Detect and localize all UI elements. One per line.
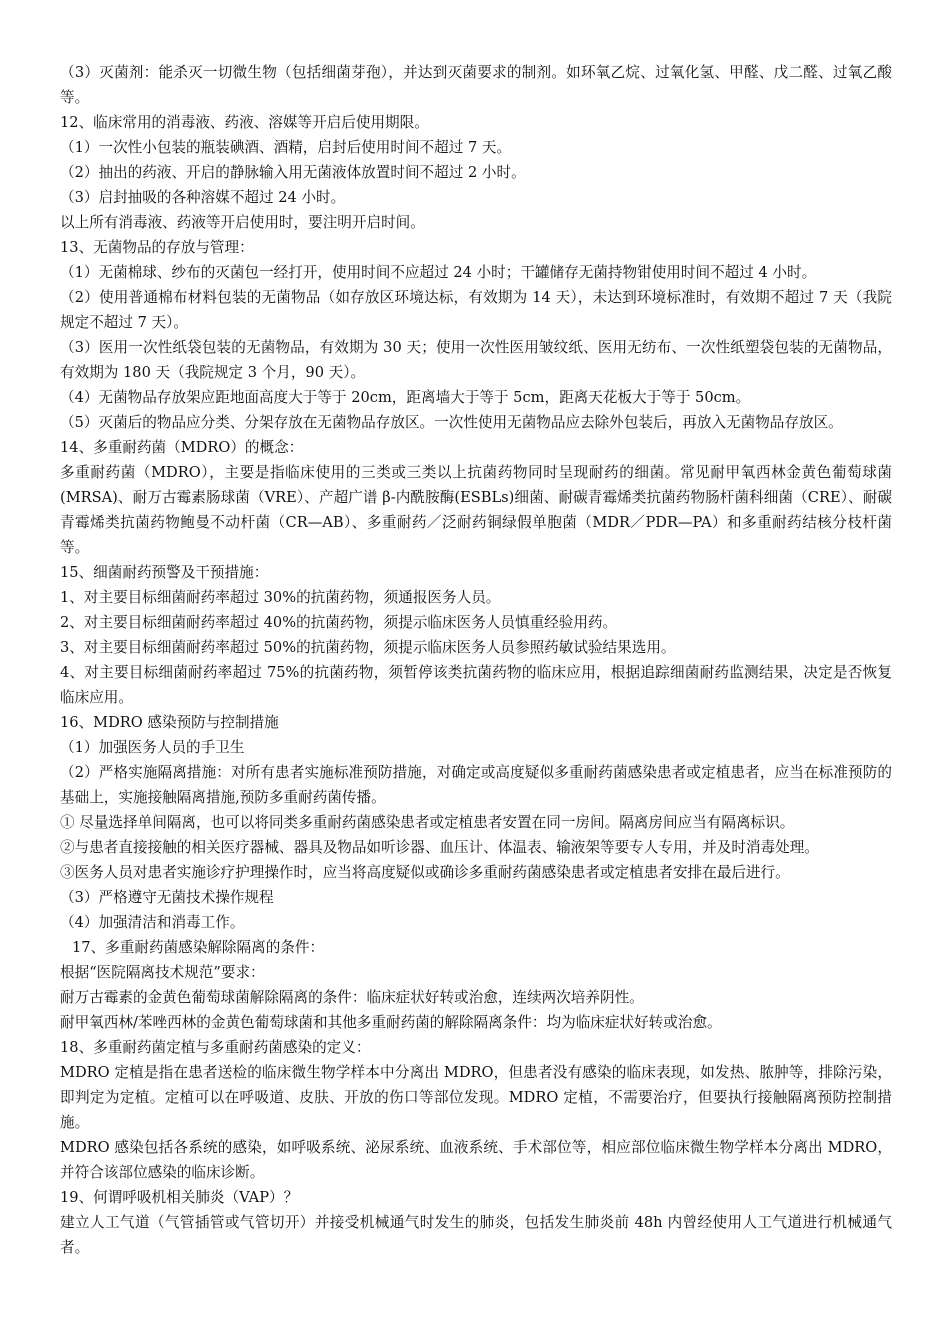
item-16-1: （1）加强医务人员的手卫生 bbox=[60, 739, 245, 756]
heading-19-vap: 19、何谓呼吸机相关肺炎（VAP）？ bbox=[60, 1189, 299, 1206]
item-13-5: （5）灭菌后的物品应分类、分架存放在无菌物品存放区。一次性使用无菌物品应去除外包装后，再放入无菌物品存放区。 bbox=[60, 414, 843, 431]
heading-13-sterile-storage: 13、无菌物品的存放与管理： bbox=[60, 239, 254, 256]
item-15-4: 4、对主要目标细菌耐药率超过 75%的抗菌药物，须暂停该类抗菌药物的临床应用，根据追踪细菌耐药监测结果，决定是否恢复临床应用。 bbox=[60, 664, 892, 706]
item-16-2-a: ① 尽量选择单间隔离，也可以将同类多重耐药菌感染患者或定植患者安置在同一房间。隔离房间应当有隔离标识。 bbox=[60, 814, 795, 831]
item-15-3: 3、对主要目标细菌耐药率超过 50%的抗菌药物，须提示临床医务人员参照药敏试验结果选用。 bbox=[60, 639, 676, 656]
paragraph-sterilant: （3）灭菌剂：能杀灭一切微生物（包括细菌芽孢），并达到灭菌要求的制剂。如环氧乙烷、过氧化氢、甲醛、戊二醛、过氧乙酸等。 bbox=[60, 64, 892, 106]
item-12-3: （3）启封抽吸的各种溶媒不超过 24 小时。 bbox=[60, 189, 346, 206]
heading-15-resistance-warning: 15、细菌耐药预警及干预措施： bbox=[60, 564, 269, 581]
item-16-2-b: ②与患者直接接触的相关医疗器械、器具及物品如听诊器、血压计、体温表、输液架等要专人专用，并及时消毒处理。 bbox=[60, 839, 819, 856]
item-13-4: （4）无菌物品存放架应距地面高度大于等于 20cm，距离墙大于等于 5cm，距离天花板大于等于 50cm。 bbox=[60, 389, 751, 406]
item-15-1: 1、对主要目标细菌耐药率超过 30%的抗菌药物，须通报医务人员。 bbox=[60, 589, 501, 606]
item-16-2-c: ③医务人员对患者实施诊疗护理操作时，应当将高度疑似或确诊多重耐药菌感染患者或定植患者安排在最后进行。 bbox=[60, 864, 790, 881]
paragraph-17-mrsa: 耐甲氧西林/苯唑西林的金黄色葡萄球菌和其他多重耐药菌的解除隔离条件：均为临床症状好转或治愈。 bbox=[60, 1014, 722, 1031]
heading-18-colonization-infection: 18、多重耐药菌定植与多重耐药菌感染的定义： bbox=[60, 1039, 371, 1056]
item-13-2: （2）使用普通棉布材料包装的无菌物品（如存放区环境达标，有效期为 14 天），未达到环境标准时，有效期不超过 7 天（我院规定不超过 7 天）。 bbox=[60, 289, 892, 331]
paragraph-14-mdro-definition: 多重耐药菌（MDRO），主要是指临床使用的三类或三类以上抗菌药物同时呈现耐药的细菌。常见耐甲氧西林金黄色葡萄球菌(MRSA)、耐万古霉素肠球菌（VRE）、产超广谱 β-内酰胺酶(ESBLs)细菌、耐碳青霉烯类抗菌药物肠杆菌科细菌（CRE）、耐碳青霉烯类抗菌药物鲍曼不动杆菌（CR—AB）、多重耐药／泛耐药铜绿假单胞菌（MDR／PDR—PA）和多重耐药结核分枝杆菌等。 bbox=[60, 464, 892, 556]
item-16-2: （2）严格实施隔离措施：对所有患者实施标准预防措施，对确定或高度疑似多重耐药菌感染患者或定植患者，应当在标准预防的基础上，实施接触隔离措施,预防多重耐药菌传播。 bbox=[60, 764, 892, 806]
item-16-3: （3）严格遵守无菌技术操作规程 bbox=[60, 889, 274, 906]
heading-16-mdro-prevention: 16、MDRO 感染预防与控制措施 bbox=[60, 714, 279, 731]
note-12: 以上所有消毒液、药液等开启使用时，要注明开启时间。 bbox=[60, 214, 425, 231]
item-15-2: 2、对主要目标细菌耐药率超过 40%的抗菌药物，须提示临床医务人员慎重经验用药。 bbox=[60, 614, 618, 631]
paragraph-19-vap-definition: 建立人工气道（气管插管或气管切开）并接受机械通气时发生的肺炎，包括发生肺炎前 48h 内曾经使用人工气道进行机械通气者。 bbox=[60, 1214, 892, 1256]
heading-12-opened-usage-limit: 12、临床常用的消毒液、药液、溶媒等开启后使用期限。 bbox=[60, 114, 429, 131]
item-13-1: （1）无菌棉球、纱布的灭菌包一经打开，使用时间不应超过 24 小时；干罐储存无菌持物钳使用时间不超过 4 小时。 bbox=[60, 264, 817, 281]
heading-14-mdro-concept: 14、多重耐药菌（MDRO）的概念： bbox=[60, 439, 304, 456]
item-12-1: （1）一次性小包装的瓶装碘酒、酒精，启封后使用时间不超过 7 天。 bbox=[60, 139, 512, 156]
item-16-4: （4）加强清洁和消毒工作。 bbox=[60, 914, 245, 931]
item-12-2: （2）抽出的药液、开启的静脉输入用无菌液体放置时间不超过 2 小时。 bbox=[60, 164, 526, 181]
paragraph-18-infection: MDRO 感染包括各系统的感染，如呼吸系统、泌尿系统、血液系统、手术部位等，相应部位临床微生物学样本分离出 MDRO，并符合该部位感染的临床诊断。 bbox=[60, 1139, 892, 1181]
paragraph-17-basis: 根据“医院隔离技术规范”要求： bbox=[60, 964, 265, 981]
paragraph-17-vrsa: 耐万古霉素的金黄色葡萄球菌解除隔离的条件：临床症状好转或治愈，连续两次培养阴性。 bbox=[60, 989, 644, 1006]
heading-17-release-isolation: 17、多重耐药菌感染解除隔离的条件： bbox=[72, 939, 325, 956]
item-13-3: （3）医用一次性纸袋包装的无菌物品，有效期为 30 天；使用一次性医用皱纹纸、医用无纺布、一次性纸塑袋包装的无菌物品，有效期为 180 天（我院规定 3 个月，90 天）。 bbox=[60, 339, 892, 381]
paragraph-18-colonization: MDRO 定植是指在患者送检的临床微生物学样本中分离出 MDRO，但患者没有感染的临床表现，如发热、脓肿等，排除污染，即判定为定植。定植可以在呼吸道、皮肤、开放的伤口等部位发现。MDRO 定植，不需要治疗，但要执行接触隔离预防控制措施。 bbox=[60, 1064, 892, 1131]
